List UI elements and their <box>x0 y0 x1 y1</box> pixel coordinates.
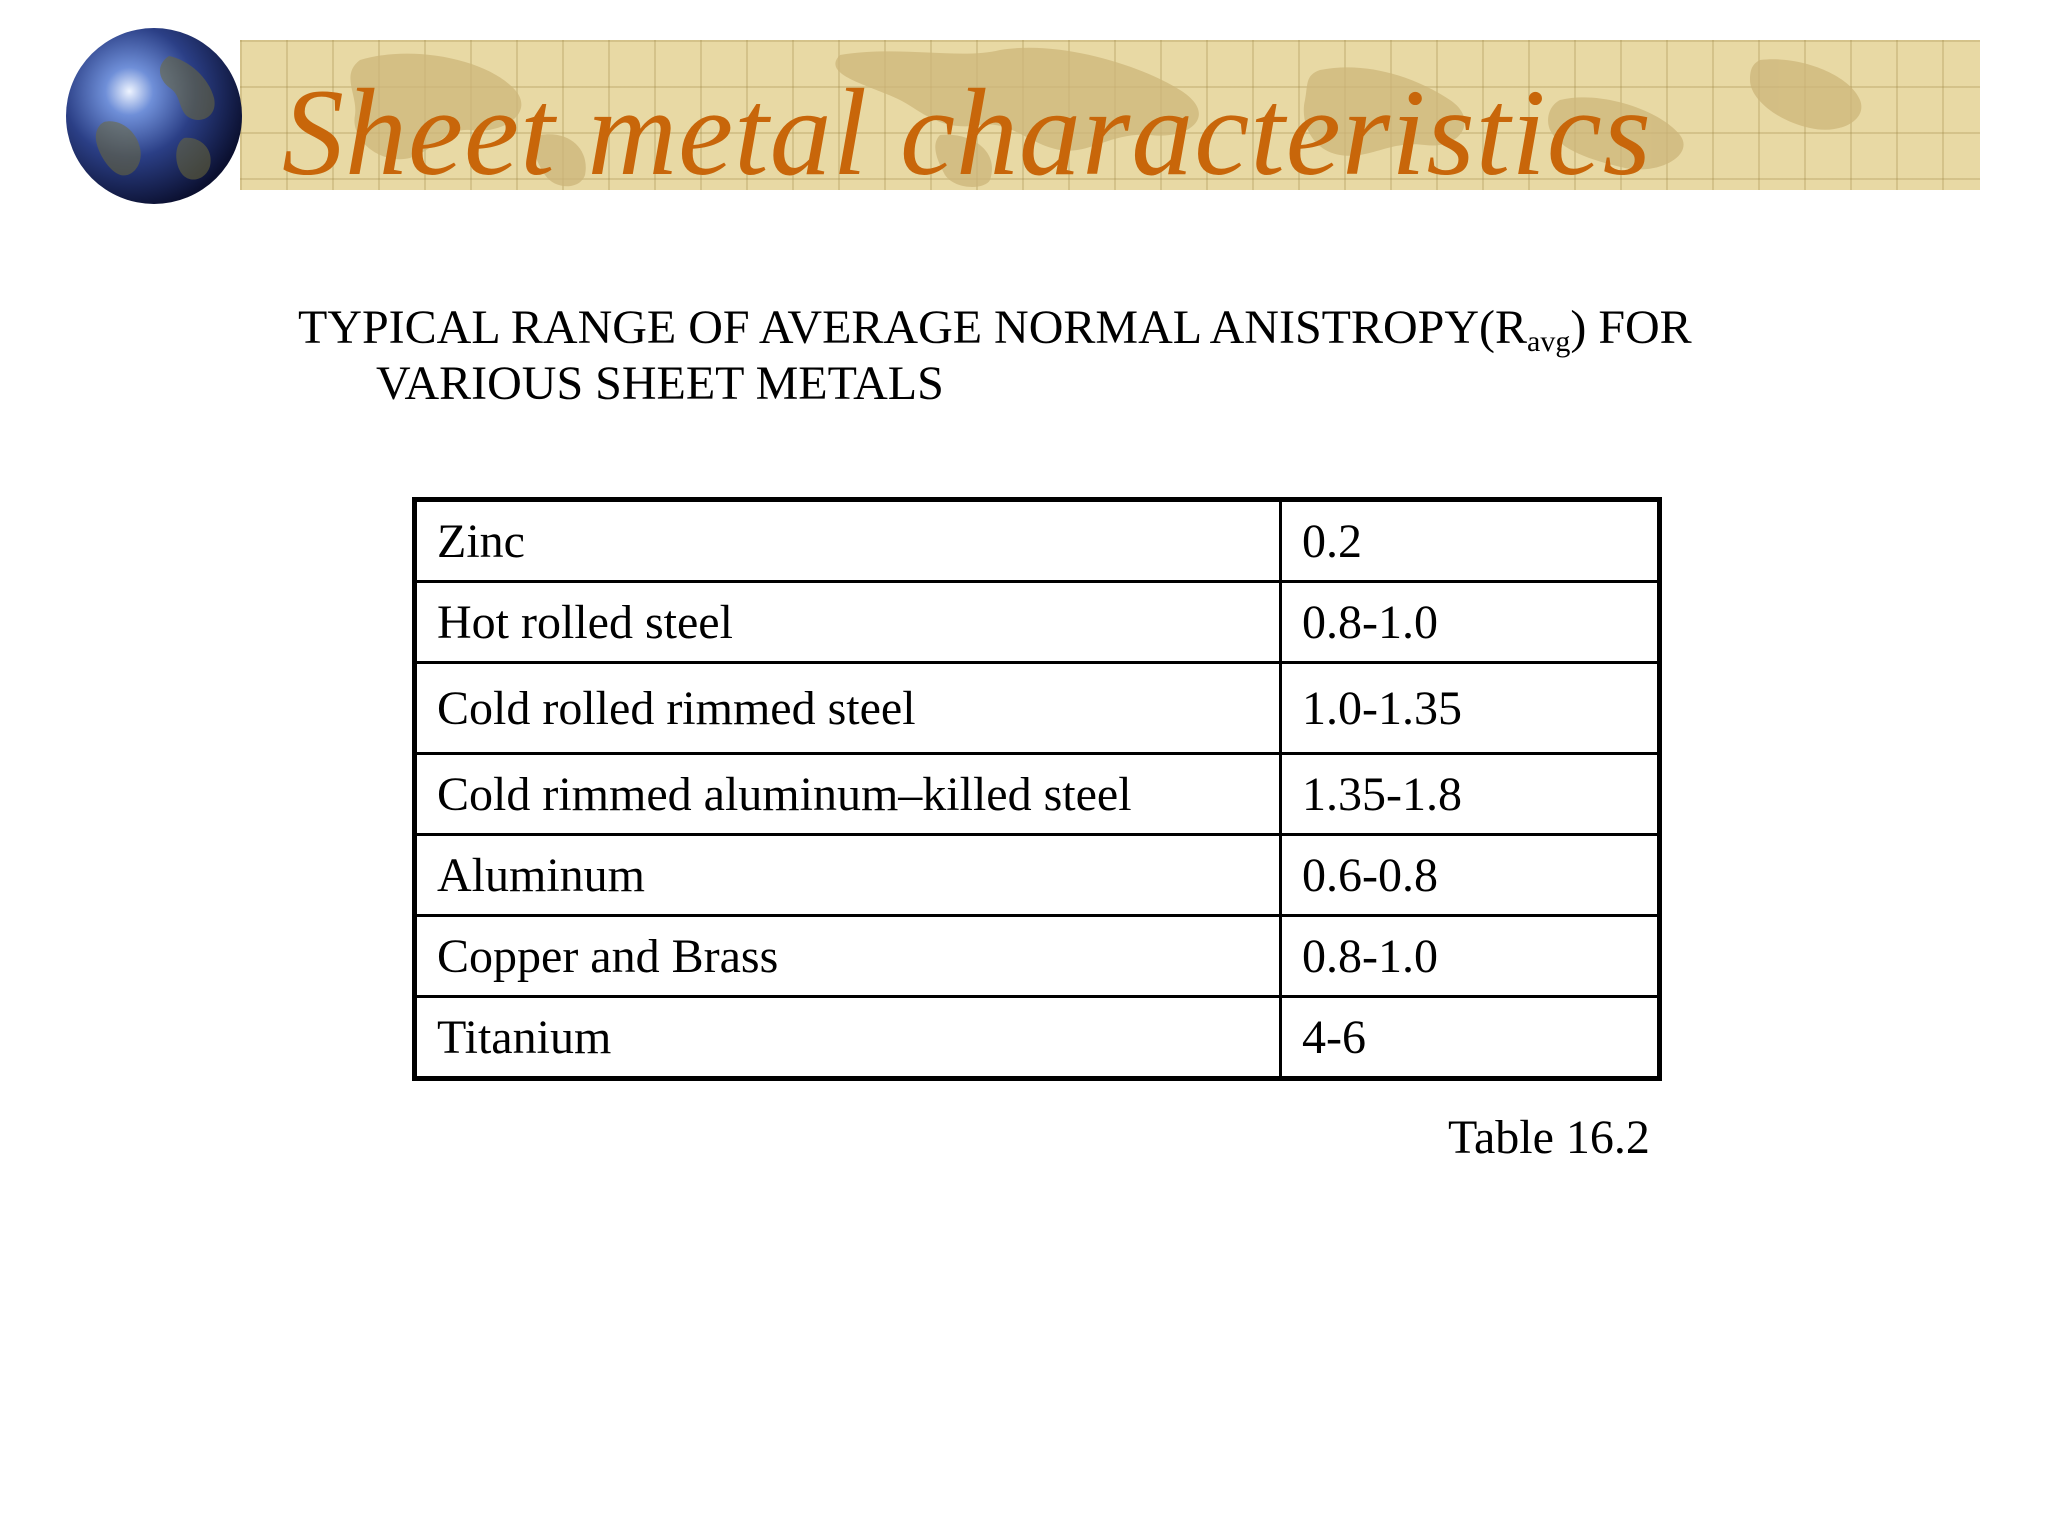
range-cell: 0.8-1.0 <box>1281 582 1660 663</box>
anisotropy-table <box>412 497 1662 1081</box>
range-cell: 1.35-1.8 <box>1281 754 1660 835</box>
range-cell: 1.0-1.35 <box>1281 663 1660 754</box>
table-row <box>415 754 1660 835</box>
table-row <box>415 582 1660 663</box>
material-cell: Copper and Brass <box>415 916 1281 997</box>
table-row <box>415 500 1660 582</box>
table-caption: Table 16.2 <box>1448 1111 1650 1164</box>
material-cell: Titanium <box>415 997 1281 1079</box>
table-row <box>415 997 1660 1079</box>
globe-icon <box>64 26 244 206</box>
range-cell: 0.6-0.8 <box>1281 835 1660 916</box>
range-cell: 0.8-1.0 <box>1281 916 1660 997</box>
table-row <box>415 916 1660 997</box>
heading-line2: VARIOUS SHEET METALS <box>376 357 944 410</box>
heading-subscript: avg <box>1527 325 1571 358</box>
table-row <box>415 663 1660 754</box>
heading-line1-text: TYPICAL RANGE OF AVERAGE NORMAL ANISTROPY(R <box>298 301 1527 354</box>
table-heading <box>298 300 1858 412</box>
material-cell: Aluminum <box>415 835 1281 916</box>
heading-line1-suffix: ) FOR <box>1570 301 1692 354</box>
range-cell: 0.2 <box>1281 500 1660 582</box>
material-cell: Zinc <box>415 500 1281 582</box>
range-cell: 4-6 <box>1281 997 1660 1079</box>
material-cell: Cold rimmed aluminum–killed steel <box>415 754 1281 835</box>
table-row <box>415 835 1660 916</box>
material-cell: Cold rolled rimmed steel <box>415 663 1281 754</box>
page-title: Sheet metal characteristics <box>282 64 1652 201</box>
material-cell: Hot rolled steel <box>415 582 1281 663</box>
